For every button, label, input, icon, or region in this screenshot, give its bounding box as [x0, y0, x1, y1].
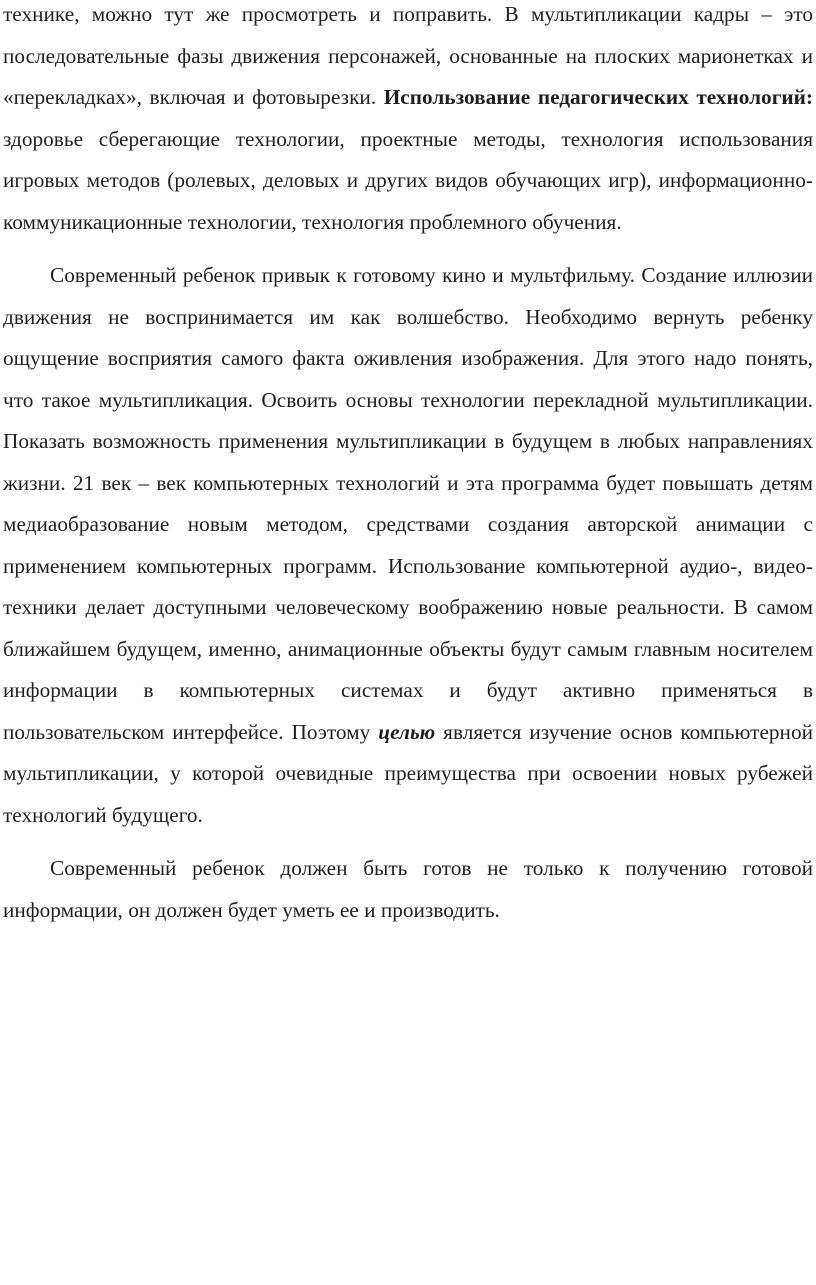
paragraph-modern-child — [3, 255, 813, 836]
paragraph-text: технике, можно тут же просмотреть и поправить. В мультипликации кадры — [3, 2, 750, 26]
paragraph-text: марионетках и «перекладках», включая и фотовырезки. — [3, 43, 813, 109]
paragraph-text: Современный ребенок должен быть готов не только к получению готовой информации, он должен будет уметь ее и производить. — [3, 856, 813, 922]
paragraph-technologies — [3, 0, 813, 243]
paragraph-text: является изучение основ компьютерной мультипликации, у которой очевидные преимущества при освоении новых рубежей технологий будущего. — [3, 719, 813, 827]
emphasis-goal: целью — [378, 719, 436, 744]
paragraph-text: – это последовательные фазы движения персонажей, основанные на плоских — [3, 2, 814, 68]
bold-heading: Использование педагогических технологий: — [383, 85, 813, 109]
paragraph-conclusion — [3, 848, 813, 931]
paragraph-text: здоровье сберегающие технологии, проектные методы, технология использования игровых методов (ролевых, деловых и других видов обучающих игр), информационно-коммуникационные технологии, технология проблемного обучения. — [3, 126, 813, 234]
paragraph-text: Современный ребенок привык к готовому кино и мультфильму. Создание иллюзии движения не воспринимается им как волшебство. Необходимо вернуть ребенку ощущение восприятия самого факта оживления изображения. Для этого надо понять, что такое мультипликация. Освоить основы технологии перекладной мультипликации. Показать возможность применения мультипликации в будущем в любых направлениях жизни. 21 век – век компьютерных технологий и эта программа будет повышать детям медиаобразование новым методом, средствами создания авторской анимации с применением компьютерных программ. Использование компьютерной аудио-, видео-техники делает доступными человеческому воображению новые реальности. В самом ближайшем будущем, именно, анимационные объекты будут самым главным носителем информации в компьютерных системах и будут активно применяться в пользовательском интерфейсе. Поэтому — [3, 263, 813, 744]
